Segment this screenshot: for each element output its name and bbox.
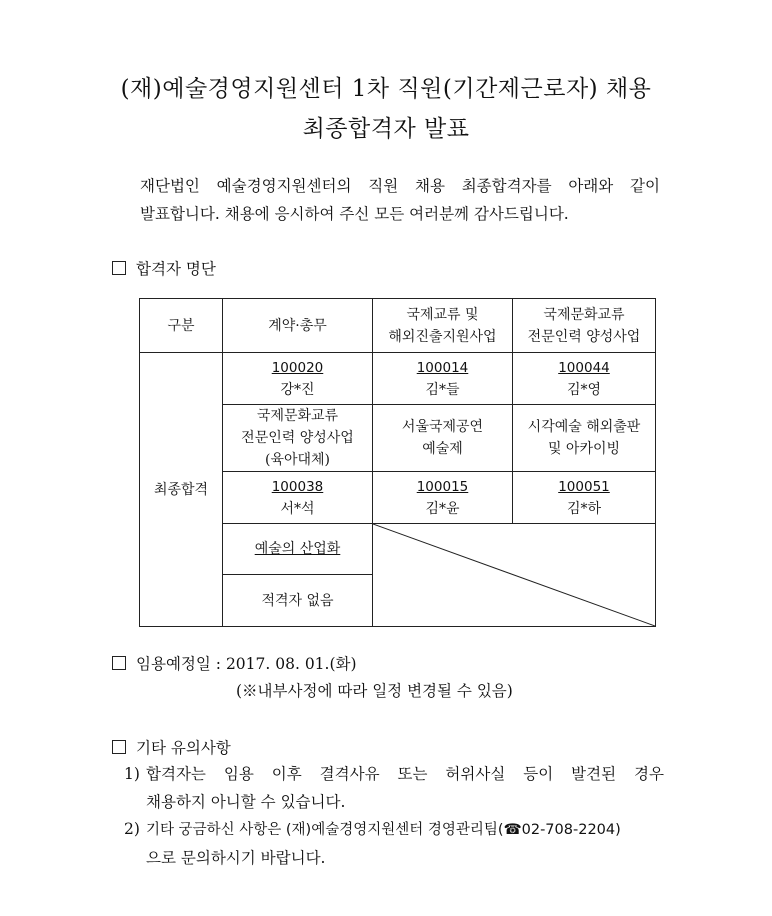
date-note: (※내부사정에 따라 일정 변경될 수 있음): [236, 682, 513, 700]
page-title-line2: 최종합격자 발표: [302, 116, 470, 142]
subhead-c1-line1: 국제문화교류: [256, 408, 339, 424]
item-line2: 으로 문의하시기 바랍니다.: [146, 849, 326, 867]
header-col3: [513, 299, 656, 353]
cell-r1c2: [373, 353, 513, 405]
header-col3-line2: 전문인력 양성사업: [527, 328, 641, 345]
subhead-c1-line3: (육아대체): [264, 452, 331, 468]
item-line2: 채용하지 아니할 수 있습니다.: [146, 793, 346, 811]
applicant-number: 100020: [271, 359, 324, 376]
industrialization-heading: 예술의 산업화: [254, 541, 341, 557]
applicant-name: 김*윤: [425, 500, 460, 517]
section-date-heading: [112, 652, 357, 674]
cell-r2c2: [373, 472, 513, 524]
cell-r1c3: [513, 353, 656, 405]
section-other-heading: [112, 736, 231, 758]
intro-paragraph: [140, 172, 660, 228]
header-col2-line1: 국제교류 및: [406, 306, 479, 323]
section-results-label: 합격자 명단: [136, 260, 216, 278]
cell-r2c1: [223, 472, 373, 524]
intro-line2: 발표합니다. 채용에 응시하여 주신 모든 여러분께 감사드립니다.: [140, 205, 569, 223]
subhead-c3-line2: 및 아카이빙: [547, 441, 621, 457]
table-row: [140, 353, 656, 405]
subhead-c1: [223, 405, 373, 472]
section-date-label: 임용예정일 : 2017. 08. 01.(화): [136, 655, 357, 673]
header-col1: 계약·총무: [223, 299, 373, 353]
applicant-number: 100044: [558, 359, 610, 376]
cell-r2c3: [513, 472, 656, 524]
cell-r3c1-head: [223, 524, 373, 575]
applicant-name: 서*석: [280, 500, 315, 517]
header-col2-line2: 해외진출지원사업: [388, 328, 497, 345]
section-results-heading: [112, 257, 216, 279]
header-col3-line1: 국제문화교류: [543, 306, 625, 323]
subhead-c3-line1: 시각예술 해외출판: [527, 419, 641, 435]
item-number: 2): [124, 820, 140, 838]
intro-line1: 재단법인 예술경영지원센터의 직원 채용 최종합격자를 아래와 같이: [140, 177, 660, 195]
checkbox-square-icon: [112, 261, 126, 275]
applicant-name: 김*영: [566, 381, 602, 398]
subhead-c1-line2: 전문인력 양성사업: [241, 430, 354, 446]
subhead-c3: [513, 405, 656, 472]
item-line1: 합격자는 임용 이후 결격사유 또는 허위사실 등이 발견된 경우: [146, 765, 664, 783]
results-table: [139, 298, 656, 627]
applicant-name: 김*들: [425, 381, 460, 398]
empty-diagonal-cell: [373, 524, 656, 627]
applicant-name: 김*하: [566, 500, 602, 517]
applicant-number: 100051: [558, 478, 610, 495]
list-item: [124, 760, 664, 816]
subhead-c2: [373, 405, 513, 472]
applicant-number: 100038: [271, 478, 324, 495]
checkbox-square-icon: [112, 740, 126, 754]
subhead-c2-line1: 서울국제공연: [401, 419, 484, 435]
item-number: 1): [124, 765, 140, 783]
list-item: [124, 815, 664, 872]
applicant-number: 100015: [416, 478, 469, 495]
section-other-label: 기타 유의사항: [136, 739, 231, 757]
applicant-number: 100014: [416, 359, 469, 376]
cell-r3c1-value: 적격자 없음: [223, 575, 373, 627]
header-col2: [373, 299, 513, 353]
applicant-name: 강*진: [280, 381, 315, 398]
diagonal-line: [373, 524, 655, 626]
checkbox-square-icon: [112, 656, 126, 670]
row-label-final: 최종합격: [140, 353, 223, 627]
subhead-c2-line2: 예술제: [422, 441, 463, 457]
page-title-line1: (재)예술경영지원센터 1차 직원(기간제근로자) 채용: [120, 76, 652, 102]
cell-r1c1: [223, 353, 373, 405]
header-category: 구분: [140, 299, 223, 353]
item-line1: 기타 궁금하신 사항은 (재)예술경영지원센터 경영관리팀(☎02-708-2204): [146, 822, 621, 838]
table-header-row: [140, 299, 656, 353]
